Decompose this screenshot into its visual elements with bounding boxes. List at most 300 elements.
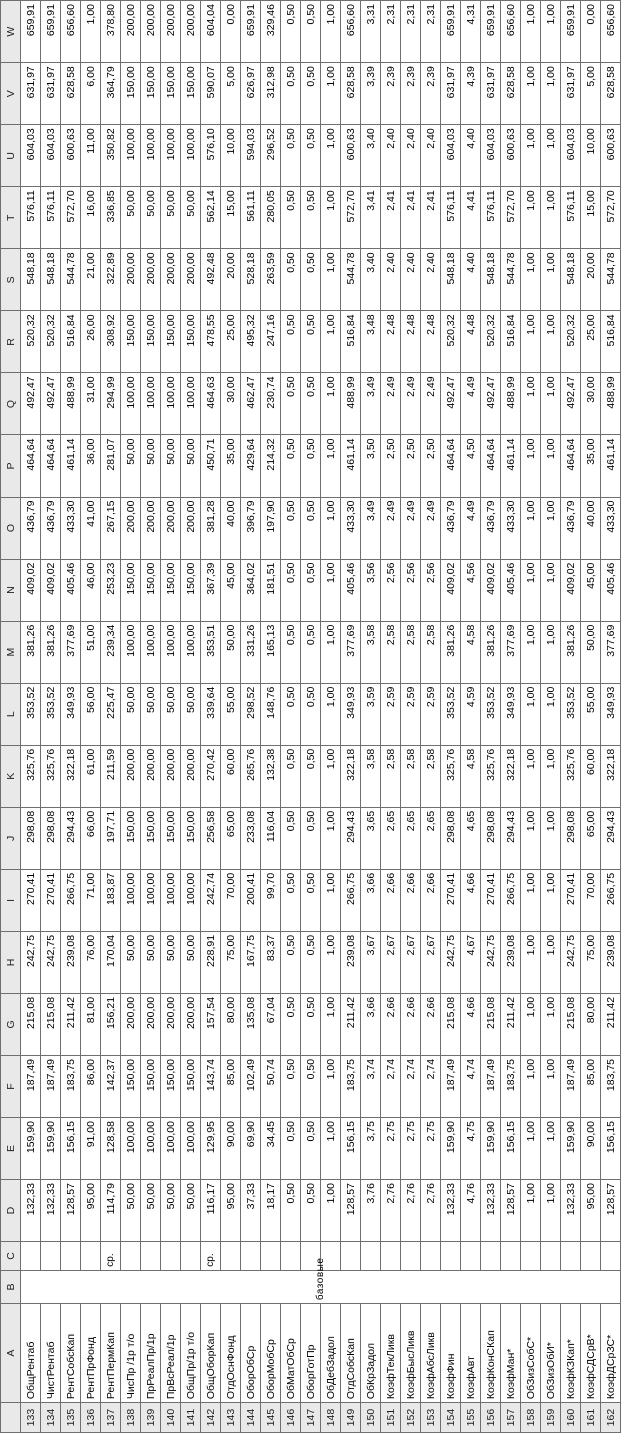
value-cell[interactable]: 60,00 xyxy=(581,745,601,807)
value-cell[interactable]: 100,00 xyxy=(181,125,201,187)
value-cell[interactable]: 1,00 xyxy=(541,435,561,497)
value-cell[interactable]: 3,76 xyxy=(361,1180,381,1242)
value-cell[interactable]: 1,00 xyxy=(521,63,541,125)
indicator-name-cell[interactable]: КоэфТекЛикв xyxy=(381,1304,401,1403)
aggregation-cell[interactable] xyxy=(581,1242,601,1271)
indicator-name-cell[interactable]: ПрРеалПр/1р xyxy=(141,1304,161,1403)
value-cell[interactable]: 2,40 xyxy=(401,249,421,311)
value-cell[interactable]: 81,00 xyxy=(81,993,101,1055)
value-cell[interactable]: 86,00 xyxy=(81,1055,101,1117)
value-cell[interactable]: 1,00 xyxy=(321,249,341,311)
row-header[interactable]: 152 xyxy=(401,1403,421,1433)
value-cell[interactable]: 183,75 xyxy=(601,1055,621,1117)
value-cell[interactable]: 492,47 xyxy=(441,373,461,435)
value-cell[interactable]: 488,99 xyxy=(601,373,621,435)
value-cell[interactable]: 2,65 xyxy=(401,807,421,869)
value-cell[interactable]: 548,18 xyxy=(561,249,581,311)
value-cell[interactable]: 1,00 xyxy=(521,125,541,187)
value-cell[interactable]: 281,07 xyxy=(101,435,121,497)
value-cell[interactable]: 0,50 xyxy=(301,435,321,497)
value-cell[interactable]: 433,30 xyxy=(601,497,621,559)
value-cell[interactable]: 200,00 xyxy=(141,1,161,63)
value-cell[interactable]: 55,00 xyxy=(221,683,241,745)
row-header[interactable]: 162 xyxy=(601,1403,621,1433)
value-cell[interactable]: 339,64 xyxy=(201,683,221,745)
value-cell[interactable]: 600,63 xyxy=(341,125,361,187)
value-cell[interactable]: 0,50 xyxy=(281,993,301,1055)
value-cell[interactable]: 377,69 xyxy=(341,621,361,683)
value-cell[interactable]: 200,00 xyxy=(161,745,181,807)
value-cell[interactable]: 349,93 xyxy=(341,683,361,745)
value-cell[interactable]: 150,00 xyxy=(121,1055,141,1117)
aggregation-cell[interactable] xyxy=(601,1242,621,1271)
value-cell[interactable]: 461,14 xyxy=(61,435,81,497)
column-header-f[interactable]: F xyxy=(1,1055,21,1117)
value-cell[interactable]: 2,50 xyxy=(401,435,421,497)
row-header[interactable]: 140 xyxy=(161,1403,181,1433)
value-cell[interactable]: 2,41 xyxy=(401,187,421,249)
value-cell[interactable]: 128,57 xyxy=(61,1180,81,1242)
value-cell[interactable]: 544,78 xyxy=(341,249,361,311)
value-cell[interactable]: 128,57 xyxy=(341,1180,361,1242)
row-header[interactable]: 154 xyxy=(441,1403,461,1433)
value-cell[interactable]: 50,00 xyxy=(141,931,161,993)
indicator-name-cell[interactable]: РентСобсКап xyxy=(61,1304,81,1403)
value-cell[interactable]: 2,31 xyxy=(401,1,421,63)
value-cell[interactable]: 626,97 xyxy=(241,63,261,125)
aggregation-cell[interactable] xyxy=(121,1242,141,1271)
value-cell[interactable]: 3,31 xyxy=(361,1,381,63)
value-cell[interactable]: 4,75 xyxy=(461,1118,481,1180)
aggregation-cell[interactable] xyxy=(461,1242,481,1271)
value-cell[interactable]: 1,00 xyxy=(321,559,341,621)
value-cell[interactable]: 265,76 xyxy=(241,745,261,807)
value-cell[interactable]: 322,89 xyxy=(101,249,121,311)
value-cell[interactable]: 239,08 xyxy=(501,931,521,993)
value-cell[interactable]: 242,75 xyxy=(441,931,461,993)
value-cell[interactable]: 270,41 xyxy=(561,869,581,931)
value-cell[interactable]: 215,08 xyxy=(41,993,61,1055)
value-cell[interactable]: 492,47 xyxy=(41,373,61,435)
value-cell[interactable]: 492,47 xyxy=(481,373,501,435)
value-cell[interactable]: 215,08 xyxy=(441,993,461,1055)
value-cell[interactable]: 3,74 xyxy=(361,1055,381,1117)
value-cell[interactable]: 409,02 xyxy=(561,559,581,621)
column-header-h[interactable]: H xyxy=(1,931,21,993)
row-header[interactable]: 160 xyxy=(561,1403,581,1433)
value-cell[interactable]: 1,00 xyxy=(541,1180,561,1242)
value-cell[interactable]: 95,00 xyxy=(81,1180,101,1242)
aggregation-cell[interactable] xyxy=(21,1242,41,1271)
value-cell[interactable]: 25,00 xyxy=(581,311,601,373)
value-cell[interactable]: 3,58 xyxy=(361,621,381,683)
value-cell[interactable]: 230,74 xyxy=(261,373,281,435)
value-cell[interactable]: 200,00 xyxy=(141,745,161,807)
value-cell[interactable]: 132,33 xyxy=(561,1180,581,1242)
value-cell[interactable]: 50,00 xyxy=(161,931,181,993)
value-cell[interactable]: 1,00 xyxy=(321,311,341,373)
value-cell[interactable]: 150,00 xyxy=(121,63,141,125)
value-cell[interactable]: 0,50 xyxy=(301,621,321,683)
value-cell[interactable]: 20,00 xyxy=(581,249,601,311)
column-header-m[interactable]: M xyxy=(1,621,21,683)
value-cell[interactable]: 4,58 xyxy=(461,621,481,683)
value-cell[interactable]: 2,41 xyxy=(381,187,401,249)
value-cell[interactable]: 150,00 xyxy=(121,559,141,621)
indicator-name-cell[interactable]: ОбщРентаб xyxy=(21,1304,41,1403)
aggregation-cell[interactable] xyxy=(401,1242,421,1271)
value-cell[interactable]: 50,00 xyxy=(181,1180,201,1242)
value-cell[interactable]: 544,78 xyxy=(601,249,621,311)
value-cell[interactable]: 2,48 xyxy=(421,311,441,373)
value-cell[interactable]: 4,39 xyxy=(461,63,481,125)
value-cell[interactable]: 656,60 xyxy=(601,1,621,63)
value-cell[interactable]: 464,64 xyxy=(561,435,581,497)
value-cell[interactable]: 150,00 xyxy=(141,63,161,125)
value-cell[interactable]: 200,00 xyxy=(161,249,181,311)
value-cell[interactable]: 3,39 xyxy=(361,63,381,125)
aggregation-cell[interactable] xyxy=(541,1242,561,1271)
value-cell[interactable]: 2,76 xyxy=(401,1180,421,1242)
value-cell[interactable]: 15,00 xyxy=(581,187,601,249)
value-cell[interactable]: 492,47 xyxy=(561,373,581,435)
value-cell[interactable]: 200,00 xyxy=(141,993,161,1055)
value-cell[interactable]: 267,15 xyxy=(101,497,121,559)
value-cell[interactable]: 1,00 xyxy=(521,807,541,869)
value-cell[interactable]: 0,50 xyxy=(281,435,301,497)
value-cell[interactable]: 405,46 xyxy=(61,559,81,621)
value-cell[interactable]: 100,00 xyxy=(181,869,201,931)
value-cell[interactable]: 4,49 xyxy=(461,373,481,435)
row-header[interactable]: 146 xyxy=(281,1403,301,1433)
value-cell[interactable]: 3,40 xyxy=(361,125,381,187)
aggregation-cell[interactable] xyxy=(501,1242,521,1271)
aggregation-cell[interactable]: ср. xyxy=(101,1242,121,1271)
value-cell[interactable]: 322,18 xyxy=(61,745,81,807)
value-cell[interactable]: 1,00 xyxy=(521,869,541,931)
value-cell[interactable]: 464,64 xyxy=(41,435,61,497)
value-cell[interactable]: 364,79 xyxy=(101,63,121,125)
value-cell[interactable]: 10,00 xyxy=(221,125,241,187)
column-header-e[interactable]: E xyxy=(1,1118,21,1180)
value-cell[interactable]: 3,49 xyxy=(361,497,381,559)
value-cell[interactable]: 659,91 xyxy=(481,1,501,63)
indicator-name-cell[interactable]: ОбМатОбСр xyxy=(281,1304,301,1403)
value-cell[interactable]: 562,14 xyxy=(201,187,221,249)
value-cell[interactable]: 1,00 xyxy=(321,187,341,249)
column-header-p[interactable]: P xyxy=(1,435,21,497)
column-header-j[interactable]: J xyxy=(1,807,21,869)
value-cell[interactable]: 4,31 xyxy=(461,1,481,63)
indicator-name-cell[interactable]: КоэфАвт xyxy=(461,1304,481,1403)
value-cell[interactable]: 604,03 xyxy=(441,125,461,187)
value-cell[interactable]: 159,90 xyxy=(481,1118,501,1180)
value-cell[interactable]: 40,00 xyxy=(221,497,241,559)
value-cell[interactable]: 50,00 xyxy=(121,1180,141,1242)
value-cell[interactable]: 2,76 xyxy=(421,1180,441,1242)
value-cell[interactable]: 45,00 xyxy=(221,559,241,621)
aggregation-cell[interactable] xyxy=(281,1242,301,1271)
value-cell[interactable]: 183,87 xyxy=(101,869,121,931)
value-cell[interactable]: 211,42 xyxy=(601,993,621,1055)
value-cell[interactable]: 100,00 xyxy=(141,869,161,931)
value-cell[interactable]: 0,00 xyxy=(221,1,241,63)
value-cell[interactable]: 150,00 xyxy=(181,311,201,373)
indicator-name-cell[interactable]: ЧистРентаб xyxy=(41,1304,61,1403)
value-cell[interactable]: 0,50 xyxy=(301,373,321,435)
value-cell[interactable]: 322,18 xyxy=(601,745,621,807)
value-cell[interactable]: 544,78 xyxy=(61,249,81,311)
indicator-name-cell[interactable]: КоэфАбсЛикв xyxy=(421,1304,441,1403)
value-cell[interactable]: 1,00 xyxy=(521,559,541,621)
row-header[interactable]: 133 xyxy=(21,1403,41,1433)
indicator-name-cell[interactable]: ПрВсРеал/1р xyxy=(161,1304,181,1403)
value-cell[interactable]: 76,00 xyxy=(81,931,101,993)
value-cell[interactable]: 50,00 xyxy=(181,187,201,249)
value-cell[interactable]: 200,00 xyxy=(161,993,181,1055)
value-cell[interactable]: 2,59 xyxy=(421,683,441,745)
value-cell[interactable]: 30,00 xyxy=(581,373,601,435)
value-cell[interactable]: 1,00 xyxy=(321,807,341,869)
value-cell[interactable]: 381,26 xyxy=(21,621,41,683)
value-cell[interactable]: 148,76 xyxy=(261,683,281,745)
value-cell[interactable]: 1,00 xyxy=(521,187,541,249)
value-cell[interactable]: 200,00 xyxy=(181,249,201,311)
value-cell[interactable]: 156,15 xyxy=(341,1118,361,1180)
value-cell[interactable]: 631,97 xyxy=(441,63,461,125)
value-cell[interactable]: 2,31 xyxy=(381,1,401,63)
aggregation-cell[interactable] xyxy=(441,1242,461,1271)
value-cell[interactable]: 0,50 xyxy=(281,1,301,63)
column-header-o[interactable]: O xyxy=(1,497,21,559)
value-cell[interactable]: 211,42 xyxy=(501,993,521,1055)
row-header[interactable]: 147 xyxy=(301,1403,321,1433)
value-cell[interactable]: 294,43 xyxy=(61,807,81,869)
indicator-name-cell[interactable]: КоэфМан* xyxy=(501,1304,521,1403)
aggregation-cell[interactable] xyxy=(521,1242,541,1271)
value-cell[interactable]: 409,02 xyxy=(41,559,61,621)
value-cell[interactable]: 0,50 xyxy=(281,373,301,435)
value-cell[interactable]: 50,00 xyxy=(121,683,141,745)
value-cell[interactable]: 150,00 xyxy=(141,559,161,621)
indicator-name-cell[interactable]: КоэфДСрЗС* xyxy=(601,1304,621,1403)
value-cell[interactable]: 1,00 xyxy=(521,621,541,683)
value-cell[interactable]: 69,90 xyxy=(241,1118,261,1180)
indicator-name-cell[interactable]: КоэфБысЛикв xyxy=(401,1304,421,1403)
value-cell[interactable]: 50,00 xyxy=(581,621,601,683)
value-cell[interactable]: 367,39 xyxy=(201,559,221,621)
column-header-a[interactable]: A xyxy=(1,1304,21,1403)
value-cell[interactable]: 2,58 xyxy=(381,745,401,807)
value-cell[interactable]: 4,58 xyxy=(461,745,481,807)
value-cell[interactable]: 116,17 xyxy=(201,1180,221,1242)
value-cell[interactable]: 2,75 xyxy=(381,1118,401,1180)
value-cell[interactable]: 2,40 xyxy=(401,125,421,187)
indicator-name-cell[interactable]: ОбщПр/1р т/о xyxy=(181,1304,201,1403)
value-cell[interactable]: 150,00 xyxy=(141,311,161,373)
value-cell[interactable]: 2,76 xyxy=(381,1180,401,1242)
value-cell[interactable]: 2,66 xyxy=(421,869,441,931)
value-cell[interactable]: 2,74 xyxy=(381,1055,401,1117)
value-cell[interactable]: 1,00 xyxy=(321,1180,341,1242)
value-cell[interactable]: 50,00 xyxy=(161,435,181,497)
value-cell[interactable]: 50,00 xyxy=(121,187,141,249)
indicator-name-cell[interactable]: ОбДебЗадол xyxy=(321,1304,341,1403)
value-cell[interactable]: 2,56 xyxy=(421,559,441,621)
value-cell[interactable]: 270,42 xyxy=(201,745,221,807)
value-cell[interactable]: 156,15 xyxy=(601,1118,621,1180)
value-cell[interactable]: 239,08 xyxy=(341,931,361,993)
value-cell[interactable]: 628,58 xyxy=(601,63,621,125)
value-cell[interactable]: 436,79 xyxy=(41,497,61,559)
value-cell[interactable]: 0,50 xyxy=(281,125,301,187)
value-cell[interactable]: 100,00 xyxy=(141,373,161,435)
value-cell[interactable]: 170,04 xyxy=(101,931,121,993)
value-cell[interactable]: 349,93 xyxy=(501,683,521,745)
value-cell[interactable]: 2,39 xyxy=(421,63,441,125)
row-header[interactable]: 136 xyxy=(81,1403,101,1433)
row-header[interactable]: 156 xyxy=(481,1403,501,1433)
value-cell[interactable]: 4,76 xyxy=(461,1180,481,1242)
row-header[interactable]: 150 xyxy=(361,1403,381,1433)
value-cell[interactable]: 0,50 xyxy=(301,1180,321,1242)
column-header-s[interactable]: S xyxy=(1,249,21,311)
value-cell[interactable]: 628,58 xyxy=(61,63,81,125)
column-header-c[interactable]: C xyxy=(1,1242,21,1271)
value-cell[interactable]: 65,00 xyxy=(581,807,601,869)
value-cell[interactable]: 83,37 xyxy=(261,931,281,993)
value-cell[interactable]: 1,00 xyxy=(521,249,541,311)
value-cell[interactable]: 270,41 xyxy=(41,869,61,931)
value-cell[interactable]: 183,75 xyxy=(61,1055,81,1117)
value-cell[interactable]: 239,08 xyxy=(601,931,621,993)
value-cell[interactable]: 70,00 xyxy=(221,869,241,931)
value-cell[interactable]: 331,26 xyxy=(241,621,261,683)
value-cell[interactable]: 1,00 xyxy=(541,187,561,249)
value-cell[interactable]: 150,00 xyxy=(181,63,201,125)
value-cell[interactable]: 4,65 xyxy=(461,807,481,869)
value-cell[interactable]: 0,50 xyxy=(301,1118,321,1180)
value-cell[interactable]: 150,00 xyxy=(161,311,181,373)
value-cell[interactable]: 80,00 xyxy=(221,993,241,1055)
value-cell[interactable]: 90,00 xyxy=(581,1118,601,1180)
value-cell[interactable]: 436,79 xyxy=(481,497,501,559)
value-cell[interactable]: 478,55 xyxy=(201,311,221,373)
indicator-name-cell[interactable]: ОборОбСр xyxy=(241,1304,261,1403)
value-cell[interactable]: 200,00 xyxy=(121,993,141,1055)
value-cell[interactable]: 353,52 xyxy=(21,683,41,745)
column-header-b[interactable]: B xyxy=(1,1270,21,1303)
value-cell[interactable]: 576,10 xyxy=(201,125,221,187)
value-cell[interactable]: 0,50 xyxy=(301,311,321,373)
value-cell[interactable]: 2,59 xyxy=(401,683,421,745)
value-cell[interactable]: 60,00 xyxy=(221,745,241,807)
value-cell[interactable]: 200,00 xyxy=(181,1,201,63)
value-cell[interactable]: 0,50 xyxy=(301,1,321,63)
value-cell[interactable]: 187,49 xyxy=(481,1055,501,1117)
column-header-n[interactable]: N xyxy=(1,559,21,621)
value-cell[interactable]: 0,50 xyxy=(301,187,321,249)
value-cell[interactable]: 100,00 xyxy=(141,1118,161,1180)
value-cell[interactable]: 2,40 xyxy=(381,125,401,187)
value-cell[interactable]: 2,40 xyxy=(421,249,441,311)
value-cell[interactable]: 263,59 xyxy=(261,249,281,311)
value-cell[interactable]: 600,63 xyxy=(501,125,521,187)
value-cell[interactable]: 2,49 xyxy=(401,373,421,435)
value-cell[interactable]: 95,00 xyxy=(221,1180,241,1242)
value-cell[interactable]: 0,50 xyxy=(301,931,321,993)
value-cell[interactable]: 350,82 xyxy=(101,125,121,187)
value-cell[interactable]: 0,50 xyxy=(301,125,321,187)
value-cell[interactable]: 396,79 xyxy=(241,497,261,559)
value-cell[interactable]: 325,76 xyxy=(21,745,41,807)
merged-group-label-cell[interactable]: базовые xyxy=(21,1270,621,1303)
value-cell[interactable]: 2,58 xyxy=(421,621,441,683)
value-cell[interactable]: 266,75 xyxy=(61,869,81,931)
row-header[interactable]: 139 xyxy=(141,1403,161,1433)
value-cell[interactable]: 167,75 xyxy=(241,931,261,993)
value-cell[interactable]: 143,74 xyxy=(201,1055,221,1117)
value-cell[interactable]: 2,48 xyxy=(381,311,401,373)
value-cell[interactable]: 0,50 xyxy=(301,993,321,1055)
value-cell[interactable]: 2,66 xyxy=(421,993,441,1055)
aggregation-cell[interactable] xyxy=(161,1242,181,1271)
value-cell[interactable]: 600,63 xyxy=(61,125,81,187)
value-cell[interactable]: 200,00 xyxy=(121,249,141,311)
aggregation-cell[interactable] xyxy=(561,1242,581,1271)
value-cell[interactable]: 656,60 xyxy=(501,1,521,63)
indicator-name-cell[interactable]: РентПрФонд xyxy=(81,1304,101,1403)
value-cell[interactable]: 4,59 xyxy=(461,683,481,745)
value-cell[interactable]: 215,08 xyxy=(481,993,501,1055)
value-cell[interactable]: 132,33 xyxy=(481,1180,501,1242)
value-cell[interactable]: 200,00 xyxy=(141,249,161,311)
value-cell[interactable]: 377,69 xyxy=(601,621,621,683)
value-cell[interactable]: 65,00 xyxy=(221,807,241,869)
value-cell[interactable]: 604,03 xyxy=(561,125,581,187)
value-cell[interactable]: 253,23 xyxy=(101,559,121,621)
value-cell[interactable]: 381,28 xyxy=(201,497,221,559)
value-cell[interactable]: 75,00 xyxy=(581,931,601,993)
value-cell[interactable]: 298,08 xyxy=(441,807,461,869)
value-cell[interactable]: 1,00 xyxy=(521,683,541,745)
value-cell[interactable]: 298,08 xyxy=(21,807,41,869)
value-cell[interactable]: 100,00 xyxy=(141,621,161,683)
value-cell[interactable]: 4,66 xyxy=(461,993,481,1055)
value-cell[interactable]: 21,00 xyxy=(81,249,101,311)
value-cell[interactable]: 520,32 xyxy=(561,311,581,373)
value-cell[interactable]: 1,00 xyxy=(321,869,341,931)
value-cell[interactable]: 159,90 xyxy=(561,1118,581,1180)
aggregation-cell[interactable] xyxy=(421,1242,441,1271)
row-header[interactable]: 158 xyxy=(521,1403,541,1433)
value-cell[interactable]: 56,00 xyxy=(81,683,101,745)
value-cell[interactable]: 40,00 xyxy=(581,497,601,559)
value-cell[interactable]: 604,03 xyxy=(41,125,61,187)
value-cell[interactable]: 656,60 xyxy=(341,1,361,63)
value-cell[interactable]: 0,50 xyxy=(301,745,321,807)
value-cell[interactable]: 159,90 xyxy=(441,1118,461,1180)
value-cell[interactable]: 294,43 xyxy=(501,807,521,869)
value-cell[interactable]: 462,47 xyxy=(241,373,261,435)
select-all-corner[interactable] xyxy=(1,1403,21,1433)
value-cell[interactable]: 561,11 xyxy=(241,187,261,249)
value-cell[interactable]: 325,76 xyxy=(561,745,581,807)
value-cell[interactable]: 659,91 xyxy=(21,1,41,63)
value-cell[interactable]: 520,32 xyxy=(21,311,41,373)
value-cell[interactable]: 0,50 xyxy=(301,497,321,559)
value-cell[interactable]: 150,00 xyxy=(161,1055,181,1117)
